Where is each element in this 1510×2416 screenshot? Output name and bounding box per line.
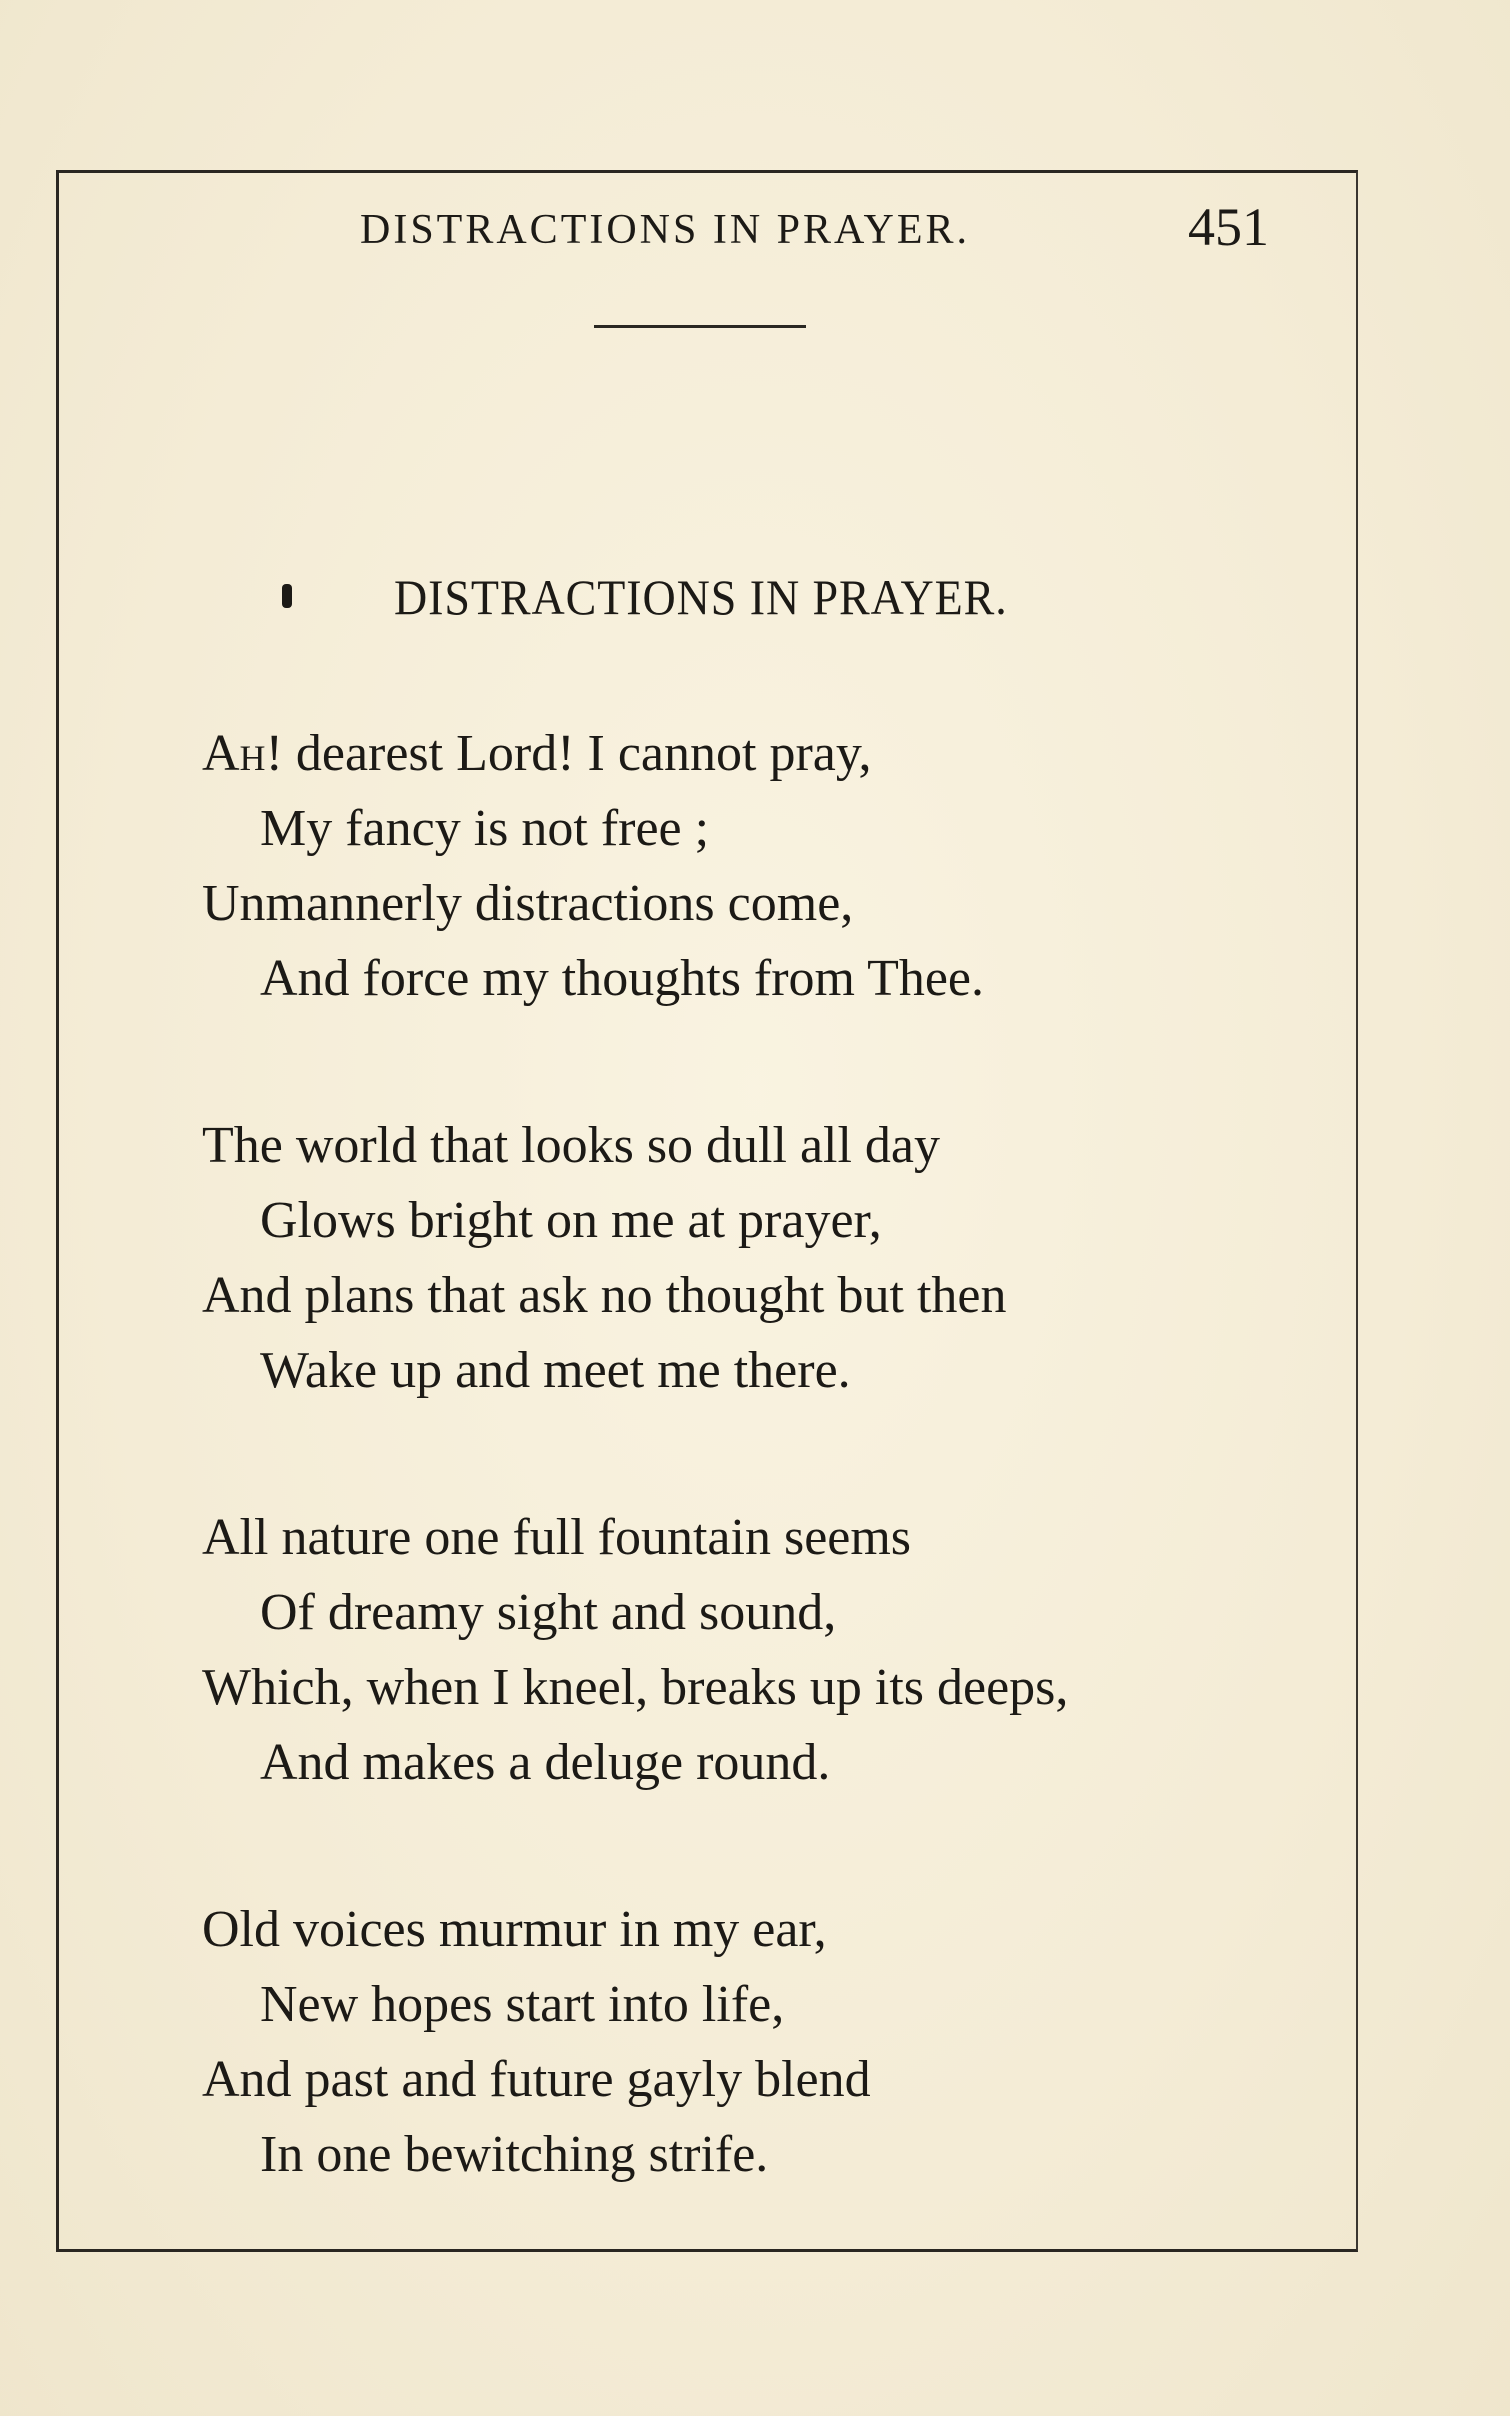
- opening-word: Ah: [202, 725, 266, 782]
- poem-line: The world that looks so dull all day: [202, 1117, 941, 1174]
- poem-line: Old voices murmur in my ear,: [202, 1901, 827, 1958]
- stanza-3: [202, 1500, 1302, 1800]
- first-line-rest: ! dearest Lord! I cannot pray,: [265, 725, 872, 782]
- poem-line: [202, 716, 1302, 791]
- poem-line: New hopes start into life,: [260, 1976, 785, 2033]
- poem-line: And plans that ask no thought but then: [202, 1267, 1007, 1324]
- poem-line: In one bewitching strife.: [260, 2126, 769, 2183]
- poem-line: Wake up and meet me there.: [260, 1342, 851, 1399]
- poem-line: And force my thoughts from Thee.: [260, 950, 984, 1007]
- poem-line: My fancy is not free ;: [260, 800, 710, 857]
- bullet-mark: [282, 584, 292, 608]
- running-head: DISTRACTIONS IN PRAYER.: [360, 207, 971, 253]
- poem-line: And past and future gayly blend: [202, 2051, 871, 2108]
- poem-line: Unmannerly distractions come,: [202, 875, 854, 932]
- poem-body: [202, 716, 1302, 2284]
- poem-line: Of dreamy sight and sound,: [260, 1584, 837, 1641]
- poem-line: All nature one full fountain seems: [202, 1509, 912, 1566]
- header-rule: [594, 325, 806, 328]
- poem-line: And makes a deluge round.: [260, 1734, 831, 1791]
- poem-line: Glows bright on me at prayer,: [260, 1192, 882, 1249]
- stanza-2: [202, 1108, 1302, 1408]
- stanza-1: [202, 716, 1302, 1016]
- stanza-4: [202, 1892, 1302, 2192]
- poem-line: Which, when I kneel, breaks up its deeps,: [202, 1659, 1069, 1716]
- page-number: 451: [1188, 197, 1269, 257]
- poem-title: DISTRACTIONS IN PRAYER.: [394, 569, 1008, 625]
